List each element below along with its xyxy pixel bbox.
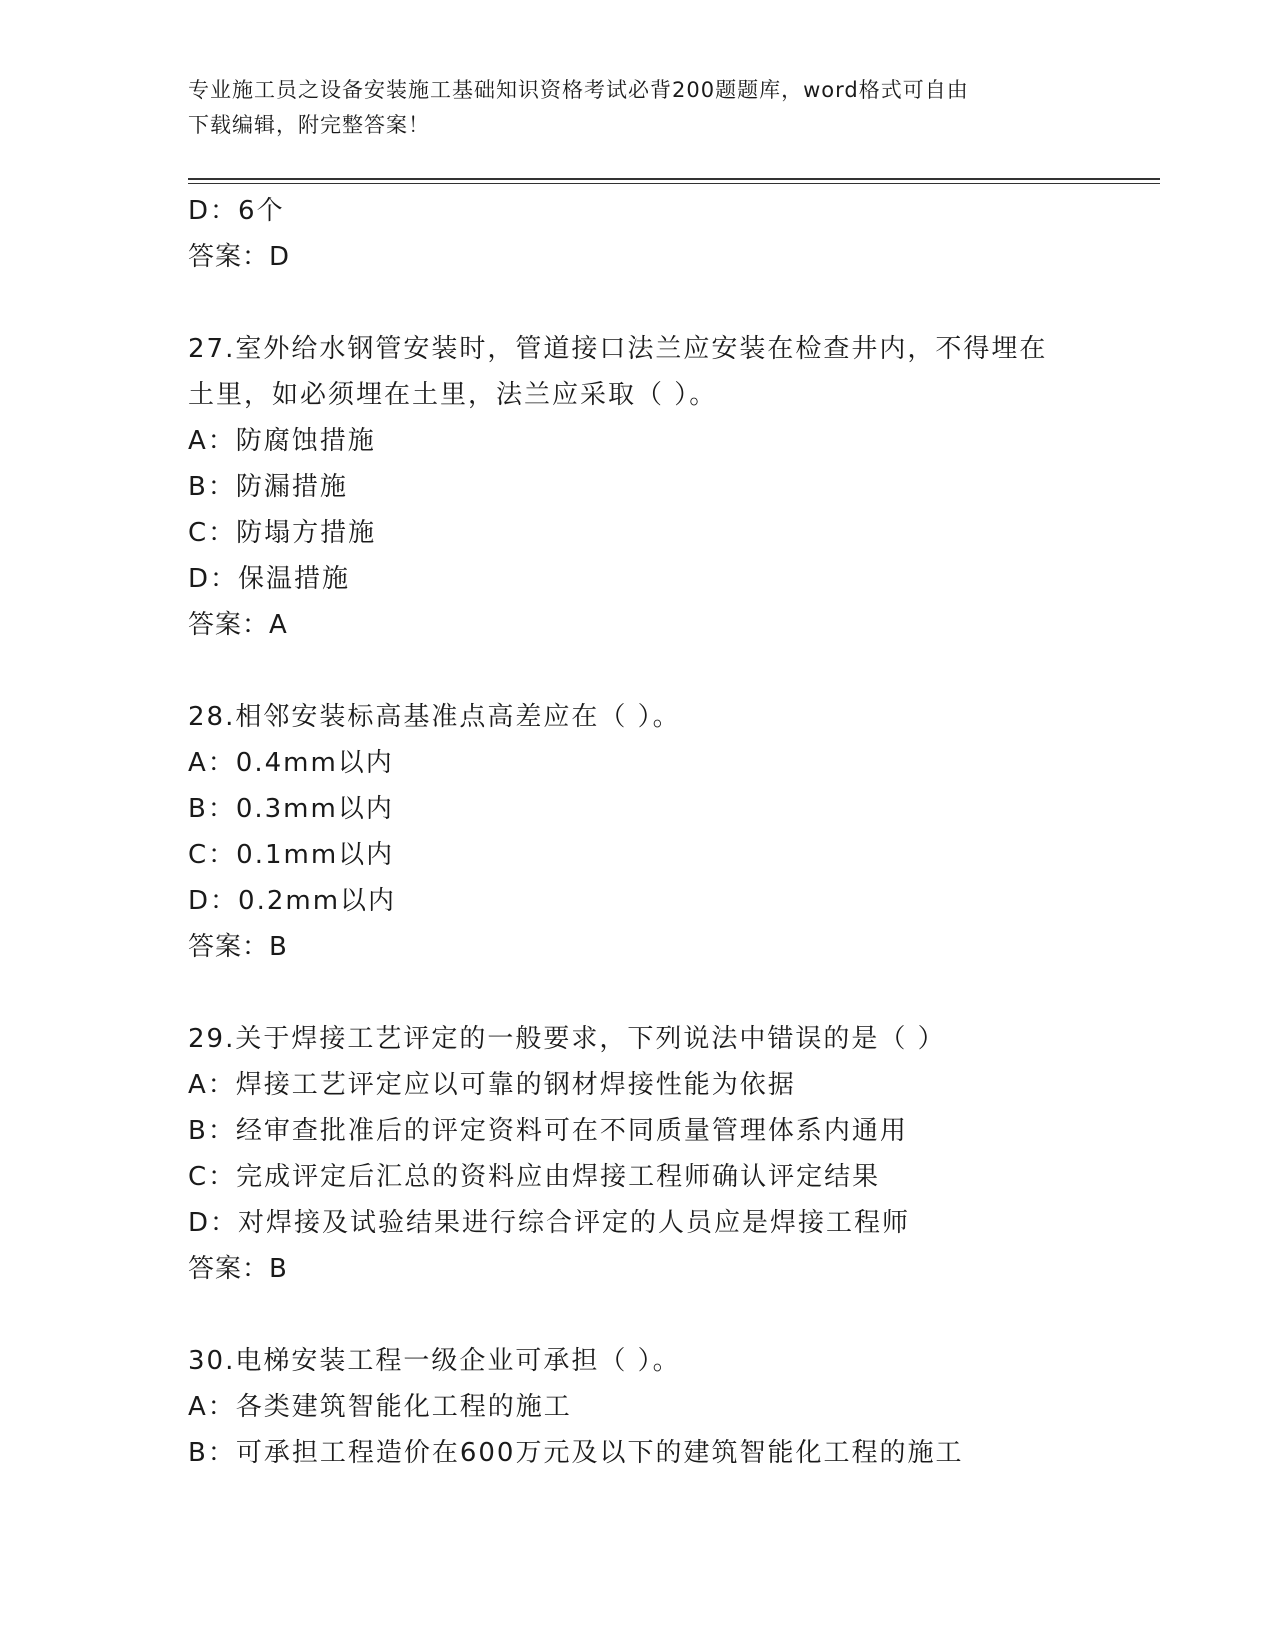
header-divider-thin (188, 183, 1160, 184)
option-c: C：0.1mm以内 (188, 840, 395, 870)
question-30 (188, 1338, 1088, 1476)
option-b: B：0.3mm以内 (188, 794, 394, 824)
question-list (188, 188, 1088, 1476)
option-b: B：可承担工程造价在600万元及以下的建筑智能化工程的施工 (188, 1438, 964, 1468)
answer-line: 答案：B (188, 1254, 288, 1284)
spacer (188, 648, 1088, 694)
option-d: D：对焊接及试验结果进行综合评定的人员应是焊接工程师 (188, 1208, 911, 1238)
question-stem-line-2: 土里，如必须埋在土里，法兰应采取（ ）。 (188, 380, 718, 410)
question-stem-line-1: 27.室外给水钢管安装时，管道接口法兰应安装在检查井内，不得埋在 (188, 334, 1048, 364)
spacer (188, 280, 1088, 326)
question-28 (188, 694, 1088, 970)
option-a: A：防腐蚀措施 (188, 426, 376, 456)
option-b: B：防漏措施 (188, 472, 348, 502)
option-c: C：完成评定后汇总的资料应由焊接工程师确认评定结果 (188, 1162, 881, 1192)
option-b: B：经审查批准后的评定资料可在不同质量管理体系内通用 (188, 1116, 908, 1146)
option-d: D：保温措施 (188, 564, 351, 594)
answer-line: 答案：A (188, 610, 288, 640)
question-stem: 29.关于焊接工艺评定的一般要求，下列说法中错误的是（ ） (188, 1024, 946, 1054)
spacer (188, 970, 1088, 1016)
question-27 (188, 326, 1088, 648)
question-26-tail (188, 188, 1088, 280)
document-header (188, 73, 1068, 143)
question-stem: 28.相邻安装标高基准点高差应在（ ）。 (188, 702, 681, 732)
answer-line: 答案：B (188, 932, 288, 962)
option-a: A：焊接工艺评定应以可靠的钢材焊接性能为依据 (188, 1070, 796, 1100)
option-c: C：防塌方措施 (188, 518, 377, 548)
header-title-line-1: 专业施工员之设备安装施工基础知识资格考试必背200题题库，word格式可自由 (188, 78, 969, 102)
option-a: A：0.4mm以内 (188, 748, 394, 778)
question-29 (188, 1016, 1088, 1292)
header-divider-thick (188, 178, 1160, 180)
answer-line: 答案：D (188, 242, 291, 272)
option-d: D：0.2mm以内 (188, 886, 397, 916)
option-a: A：各类建筑智能化工程的施工 (188, 1392, 572, 1422)
header-title-line-2: 下载编辑，附完整答案！ (188, 113, 430, 137)
spacer (188, 1292, 1088, 1338)
option-d: D：6个 (188, 196, 285, 226)
question-stem: 30.电梯安装工程一级企业可承担（ ）。 (188, 1346, 681, 1376)
